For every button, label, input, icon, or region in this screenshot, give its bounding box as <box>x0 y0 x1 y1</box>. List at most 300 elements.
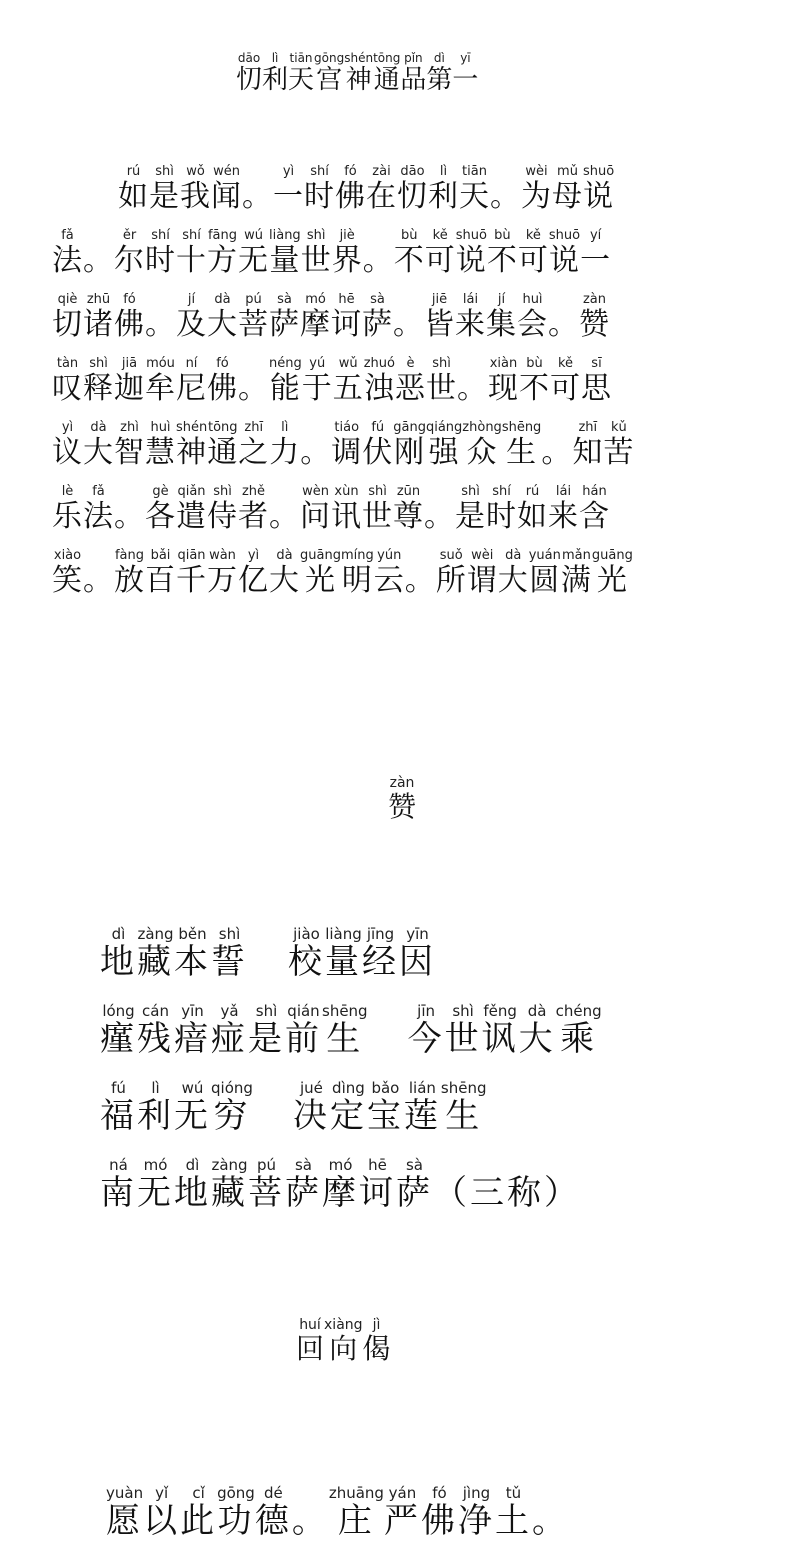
pinyin-annotation: sī <box>581 356 612 371</box>
pinyin-annotation: fǎ <box>83 484 114 499</box>
hanzi-char: 量liàng <box>325 925 362 982</box>
punctuation: 。 <box>269 485 300 535</box>
punctuation: 。 <box>83 229 114 279</box>
pinyin-annotation: bù <box>393 228 425 243</box>
hanzi-char: 所suǒ <box>435 548 467 598</box>
hanzi-char: 宫gōng <box>314 51 345 95</box>
pinyin-annotation: qián <box>285 1002 322 1020</box>
pinyin-annotation: bù <box>519 356 550 371</box>
hanzi-char: 释shì <box>83 356 114 406</box>
hanzi-char: 地dì <box>174 1156 211 1213</box>
pinyin-annotation: zhī <box>572 420 604 435</box>
hanzi-char: 可kě <box>550 356 581 406</box>
hanzi-char: 法fǎ <box>83 484 114 534</box>
hanzi-char: 笑xiào <box>52 548 83 598</box>
hanzi-char: 佛fó <box>335 164 366 214</box>
hanzi-char: 恶è <box>395 356 426 406</box>
hanzi-char: 叹tàn <box>52 356 83 406</box>
pinyin-annotation: lóng <box>100 1002 137 1020</box>
hanzi-char: 我wǒ <box>180 164 211 214</box>
pinyin-annotation: yì <box>52 420 83 435</box>
pinyin-annotation: yú <box>301 356 333 371</box>
hanzi-char: 神shén <box>176 420 208 470</box>
pinyin-annotation: dì <box>426 51 453 65</box>
pinyin-annotation: gōng <box>217 1484 255 1502</box>
hanzi-char: 萨sà <box>285 1156 322 1213</box>
passage-line <box>52 549 633 599</box>
hanzi-char: 界jiè <box>331 228 363 278</box>
pinyin-annotation: qiè <box>52 292 83 307</box>
verse-line <box>100 1158 581 1214</box>
pinyin-annotation: mó <box>322 1156 359 1174</box>
pinyin-annotation: fó <box>114 292 145 307</box>
hanzi-char: 伏fú <box>362 420 394 470</box>
hanzi-char: 讯xùn <box>331 484 362 534</box>
pinyin-annotation: dāo <box>236 51 262 65</box>
hanzi-char: 天tiān <box>288 51 315 95</box>
pinyin-annotation: yī <box>452 51 479 65</box>
pinyin-annotation: dà <box>518 1002 556 1020</box>
pinyin-annotation: zàn <box>579 292 610 307</box>
hanzi-char: 今jīn <box>407 1002 445 1059</box>
pinyin-annotation: fāng <box>207 228 238 243</box>
pinyin-annotation: jiào <box>288 925 325 943</box>
punctuation: 。 <box>238 357 269 407</box>
pinyin-annotation: xùn <box>331 484 362 499</box>
hanzi-char: 力lì <box>269 420 301 470</box>
pinyin-annotation: sà <box>362 292 393 307</box>
pinyin-annotation: tōng <box>207 420 239 435</box>
pinyin-annotation: fú <box>362 420 394 435</box>
hanzi-char: 萨sà <box>362 292 393 342</box>
pinyin-annotation <box>114 484 145 499</box>
pinyin-annotation: zàng <box>137 925 174 943</box>
pinyin-annotation: wèi <box>521 164 552 179</box>
hanzi-char: 圆yuán <box>528 548 561 598</box>
pinyin-annotation <box>363 228 394 243</box>
hanzi-char: 无wú <box>238 228 269 278</box>
pinyin-annotation: qiǎn <box>176 484 207 499</box>
pinyin-annotation: yí <box>580 228 612 243</box>
hanzi-char: 是shì <box>149 164 180 214</box>
hanzi-char: 说shuō <box>548 228 581 278</box>
pinyin-annotation: shì <box>444 1002 482 1020</box>
pinyin-annotation: pǐn <box>400 51 427 65</box>
hanzi-char: 瘽lóng <box>100 1002 137 1059</box>
pinyin-annotation: jí <box>176 292 207 307</box>
hanzi-char: 土tǔ <box>494 1484 532 1541</box>
hanzi-char: 不bù <box>519 356 550 406</box>
hanzi-char: 大dà <box>83 420 114 470</box>
hanzi-char: 侍shì <box>207 484 238 534</box>
pinyin-annotation: yǐ <box>143 1484 181 1502</box>
hanzi-char: 忉dāo <box>397 164 428 214</box>
pinyin-annotation: dà <box>497 548 529 563</box>
hanzi-char: 穷qióng <box>211 1079 253 1136</box>
hanzi-char: 众zhòng <box>462 420 502 470</box>
hanzi-char: 诃hē <box>331 292 362 342</box>
hanzi-char: 菩pú <box>238 292 269 342</box>
hanzi-char: 本běn <box>174 925 211 982</box>
pinyin-annotation <box>548 292 579 307</box>
hanzi-char: 迦jiā <box>114 356 145 406</box>
pinyin-annotation: chéng <box>555 1002 602 1020</box>
pinyin-annotation: zhuó <box>363 356 395 371</box>
hanzi-char: 各gè <box>145 484 176 534</box>
pinyin-annotation: jīng <box>362 925 399 943</box>
hanzi-char: 通tōng <box>207 420 239 470</box>
pinyin-annotation: ěr <box>114 228 145 243</box>
hanzi-char: 天tiān <box>459 164 490 214</box>
pinyin-annotation: tiáo <box>331 420 363 435</box>
hanzi-char: 菩pú <box>248 1156 285 1213</box>
pinyin-annotation <box>83 228 114 243</box>
pinyin-annotation: tōng <box>373 51 401 65</box>
pinyin-annotation: lì <box>262 51 289 65</box>
pinyin-annotation: shì <box>455 484 486 499</box>
pinyin-annotation: lì <box>269 420 301 435</box>
pinyin-annotation: yì <box>273 164 304 179</box>
verse-phrase <box>100 1004 368 1060</box>
hanzi-char: 生shēng <box>440 1079 487 1136</box>
hanzi-char: 时shí <box>145 228 176 278</box>
hanzi-char: 瘖yīn <box>174 1002 211 1059</box>
pinyin-annotation: guāng <box>300 548 341 563</box>
pinyin-annotation <box>532 1484 569 1502</box>
pinyin-annotation: shì <box>83 356 114 371</box>
pinyin-annotation: dé <box>254 1484 292 1502</box>
pinyin-annotation: mó <box>137 1156 174 1174</box>
hanzi-char: 皆jiē <box>424 292 455 342</box>
hanzi-char: 浊zhuó <box>363 356 395 406</box>
hanzi-char: 南ná <box>100 1156 137 1213</box>
pinyin-annotation: zhuāng <box>328 1484 384 1502</box>
hanzi-char: 思sī <box>581 356 612 406</box>
hanzi-char: 世shì <box>426 356 457 406</box>
hanzi-char: 之zhī <box>238 420 270 470</box>
pinyin-annotation: wàn <box>207 548 238 563</box>
hanzi-char: 现xiàn <box>488 356 519 406</box>
hanzi-char: 尔ěr <box>114 228 145 278</box>
pinyin-annotation: wú <box>238 228 269 243</box>
pinyin-annotation: fǎ <box>52 228 83 243</box>
hanzi-char: 可kě <box>517 228 549 278</box>
verse-line <box>100 1081 487 1137</box>
pinyin-annotation: pú <box>248 1156 285 1174</box>
pinyin-annotation: shí <box>486 484 517 499</box>
hanzi-char: 德dé <box>254 1484 292 1541</box>
verse-phrase <box>100 1081 253 1137</box>
hanzi-char: 知zhī <box>572 420 604 470</box>
pinyin-annotation: lái <box>548 484 579 499</box>
hanzi-char: 者zhě <box>238 484 269 534</box>
punctuation: 。 <box>490 165 521 215</box>
pinyin-annotation <box>269 484 300 499</box>
hanzi-char: 量liàng <box>269 228 301 278</box>
pinyin-annotation: huì <box>145 420 176 435</box>
hanzi-char: 乐lè <box>52 484 83 534</box>
pinyin-annotation: jiā <box>114 356 145 371</box>
hanzi-char: 说shuō <box>455 228 487 278</box>
pinyin-annotation: qióng <box>211 1079 253 1097</box>
punctuation: 。 <box>292 1486 329 1542</box>
hanzi-char: 切qiè <box>52 292 83 342</box>
pinyin-annotation <box>424 484 455 499</box>
passage-line <box>52 229 611 279</box>
pinyin-annotation: gè <box>145 484 176 499</box>
punctuation: 。 <box>83 549 114 599</box>
pinyin-annotation: zàng <box>211 1156 248 1174</box>
hanzi-char: 利lì <box>137 1079 174 1136</box>
pinyin-annotation: tàn <box>52 356 83 371</box>
pinyin-annotation: shì <box>300 228 332 243</box>
pinyin-annotation: shuō <box>548 228 581 243</box>
punctuation: （三称） <box>433 1158 581 1214</box>
hanzi-char: 集jí <box>486 292 517 342</box>
pinyin-annotation: lè <box>52 484 83 499</box>
pinyin-annotation: shì <box>426 356 457 371</box>
hanzi-char: 利lì <box>262 51 289 95</box>
hanzi-char: 世shì <box>300 228 332 278</box>
pinyin-annotation: wén <box>211 164 242 179</box>
hanzi-char: 智zhì <box>114 420 145 470</box>
hanzi-char: 如rú <box>517 484 548 534</box>
pinyin-annotation: fó <box>335 164 366 179</box>
hanzi-char: 来lái <box>455 292 486 342</box>
pinyin-annotation <box>292 1484 329 1502</box>
pinyin-annotation: dìng <box>329 1079 367 1097</box>
pinyin-annotation: shì <box>211 925 248 943</box>
pinyin-annotation: huì <box>517 292 548 307</box>
hanzi-char: 会huì <box>517 292 548 342</box>
pinyin-annotation: xiào <box>52 548 83 563</box>
hanzi-char: 佛fó <box>420 1484 458 1541</box>
hanzi-char: 藏zàng <box>211 1156 248 1213</box>
pinyin-annotation: yǎ <box>211 1002 248 1020</box>
hanzi-char: 尊zūn <box>393 484 424 534</box>
pinyin-annotation: huí <box>296 1317 325 1333</box>
pinyin-annotation: jīn <box>407 1002 445 1020</box>
hanzi-char: 大dà <box>269 548 300 598</box>
pinyin-annotation: sà <box>269 292 300 307</box>
hanzi-char: 无mó <box>137 1156 174 1213</box>
pinyin-annotation: shì <box>207 484 238 499</box>
hanzi-char: 决jué <box>292 1079 330 1136</box>
hanzi-char: 莲lián <box>403 1079 441 1136</box>
pinyin-annotation: kě <box>424 228 456 243</box>
hanzi-char: 可kě <box>424 228 456 278</box>
hanzi-char: 牟móu <box>145 356 176 406</box>
verse-phrase <box>100 1158 581 1214</box>
pinyin-annotation: móu <box>145 356 176 371</box>
pinyin-annotation: wèn <box>300 484 331 499</box>
pinyin-annotation <box>238 356 269 371</box>
pinyin-annotation: fó <box>207 356 238 371</box>
pinyin-annotation: bǎi <box>145 548 176 563</box>
dedication-line <box>106 1486 569 1542</box>
hanzi-char: 此cǐ <box>180 1484 218 1541</box>
hanzi-char: 净jìng <box>457 1484 495 1541</box>
hanzi-char: 是shì <box>455 484 486 534</box>
pinyin-annotation: lián <box>403 1079 441 1097</box>
pinyin-annotation: wǒ <box>180 164 211 179</box>
hanzi-char: 大dà <box>518 1002 556 1059</box>
pinyin-annotation: liàng <box>269 228 301 243</box>
hanzi-char: 赞zàn <box>579 292 610 342</box>
hanzi-char: 藏zàng <box>137 925 174 982</box>
pinyin-annotation: shēng <box>322 1002 368 1020</box>
passage-line <box>118 165 614 215</box>
hanzi-char: 含hán <box>579 484 610 534</box>
pinyin-annotation: sà <box>396 1156 433 1174</box>
punctuation: 。 <box>457 357 488 407</box>
hanzi-char: 刚gāng <box>393 420 426 470</box>
hanzi-char: 讽fěng <box>481 1002 519 1059</box>
pinyin-annotation: jìng <box>457 1484 495 1502</box>
pinyin-annotation: bǎo <box>366 1079 404 1097</box>
pinyin-annotation: lái <box>455 292 486 307</box>
pinyin-annotation: liàng <box>325 925 362 943</box>
pinyin-annotation: jiè <box>331 228 363 243</box>
pinyin-annotation: qiáng <box>425 420 463 435</box>
hanzi-char: 偈jì <box>362 1317 391 1365</box>
hanzi-char: 以yǐ <box>143 1484 181 1541</box>
hanzi-char: 摩mó <box>300 292 331 342</box>
pinyin-annotation: fěng <box>481 1002 519 1020</box>
pinyin-annotation: rú <box>118 164 149 179</box>
pinyin-annotation: qiān <box>176 548 207 563</box>
pinyin-annotation: lì <box>428 164 459 179</box>
verse-phrase <box>288 927 436 983</box>
hanzi-char: 利lì <box>428 164 459 214</box>
pinyin-annotation: shì <box>362 484 393 499</box>
pinyin-annotation: shuō <box>455 228 487 243</box>
pinyin-annotation: kě <box>517 228 549 243</box>
hanzi-char: 回huí <box>296 1317 325 1365</box>
pinyin-annotation: shí <box>304 164 335 179</box>
pinyin-annotation: dà <box>207 292 238 307</box>
pinyin-annotation: hē <box>359 1156 396 1174</box>
hanzi-char: 通tōng <box>373 51 401 95</box>
pinyin-annotation: zhū <box>83 292 114 307</box>
pinyin-annotation: yán <box>383 1484 421 1502</box>
hanzi-char: 问wèn <box>300 484 331 534</box>
hanzi-char: 乘chéng <box>555 1002 602 1059</box>
pinyin-annotation: wú <box>174 1079 211 1097</box>
hanzi-char: 世shì <box>362 484 393 534</box>
pinyin-annotation <box>457 356 488 371</box>
verse-phrase <box>408 1004 602 1060</box>
hanzi-char: 诸zhū <box>83 292 114 342</box>
hanzi-char: 佛fó <box>114 292 145 342</box>
pinyin-annotation: cǐ <box>180 1484 218 1502</box>
pinyin-annotation: cán <box>137 1002 174 1020</box>
hanzi-char: 不bù <box>486 228 518 278</box>
pinyin-annotation: shí <box>145 228 176 243</box>
punctuation: 。 <box>145 293 176 343</box>
pinyin-annotation: shén <box>176 420 208 435</box>
hanzi-char: 定dìng <box>329 1079 367 1136</box>
pinyin-annotation: fó <box>420 1484 458 1502</box>
pinyin-annotation: bù <box>486 228 518 243</box>
punctuation: 。 <box>114 485 145 535</box>
hanzi-char: 第dì <box>426 51 453 95</box>
hanzi-char: 愿yuàn <box>106 1484 144 1541</box>
hanzi-char: 强qiáng <box>425 420 463 470</box>
hanzi-char: 千qiān <box>176 548 207 598</box>
pinyin-annotation: shuō <box>583 164 615 179</box>
hanzi-char: 忉dāo <box>236 51 263 95</box>
hanzi-char: 调tiáo <box>331 420 363 470</box>
verse-line <box>100 927 436 983</box>
pinyin-annotation: wèi <box>466 548 498 563</box>
hanzi-char: 明míng <box>340 548 374 598</box>
zan-heading <box>388 776 416 825</box>
hanzi-char: 万wàn <box>207 548 238 598</box>
pinyin-annotation: dāo <box>397 164 428 179</box>
pinyin-annotation: zhě <box>238 484 269 499</box>
hanzi-char: 世shì <box>444 1002 482 1059</box>
hanzi-char: 议yì <box>52 420 83 470</box>
pinyin-annotation: mó <box>300 292 331 307</box>
hanzi-char: 谓wèi <box>466 548 498 598</box>
hanzi-char: 为wèi <box>521 164 552 214</box>
hanzi-char: 方fāng <box>207 228 238 278</box>
hanzi-char: 宝bǎo <box>366 1079 404 1136</box>
pinyin-annotation: tiān <box>459 164 490 179</box>
passage-line <box>52 485 610 535</box>
pinyin-annotation: shén <box>344 51 374 65</box>
pinyin-annotation: zūn <box>393 484 424 499</box>
pinyin-annotation: suǒ <box>435 548 467 563</box>
pinyin-annotation: jiē <box>424 292 455 307</box>
pinyin-annotation: jí <box>486 292 517 307</box>
pinyin-annotation: dì <box>174 1156 211 1174</box>
punctuation: 。 <box>363 229 394 279</box>
pinyin-annotation: zhòng <box>462 420 502 435</box>
hanzi-char: 大dà <box>207 292 238 342</box>
pinyin-annotation <box>541 420 572 435</box>
pinyin-annotation: guāng <box>591 548 633 563</box>
hanzi-char: 时shí <box>304 164 335 214</box>
pinyin-annotation: yuán <box>528 548 561 563</box>
pinyin-annotation: kě <box>550 356 581 371</box>
pinyin-annotation: lì <box>137 1079 174 1097</box>
hanzi-char: 说shuō <box>583 164 615 214</box>
pinyin-annotation: běn <box>174 925 211 943</box>
pinyin-annotation: fàng <box>114 548 145 563</box>
verse-line <box>100 1004 602 1060</box>
hanzi-char: 一yì <box>273 164 304 214</box>
hanzi-char: 摩mó <box>322 1156 359 1213</box>
pinyin-annotation: shēng <box>440 1079 487 1097</box>
pinyin-annotation: è <box>395 356 426 371</box>
pinyin-annotation: mǔ <box>552 164 583 179</box>
pinyin-annotation <box>242 164 273 179</box>
pinyin-annotation: zài <box>366 164 397 179</box>
hanzi-char: 庄zhuāng <box>328 1484 384 1541</box>
punctuation: 。 <box>548 293 579 343</box>
pinyin-annotation: zhī <box>238 420 270 435</box>
hanzi-char: 遣qiǎn <box>176 484 207 534</box>
pinyin-annotation: tiān <box>288 51 315 65</box>
hanzi-char: 在zài <box>366 164 397 214</box>
pinyin-annotation: míng <box>340 548 374 563</box>
hanzi-char: 生shēng <box>501 420 542 470</box>
punctuation: 。 <box>541 421 572 471</box>
pinyin-annotation: xiàng <box>324 1317 363 1333</box>
hanzi-char: 地dì <box>100 925 137 982</box>
